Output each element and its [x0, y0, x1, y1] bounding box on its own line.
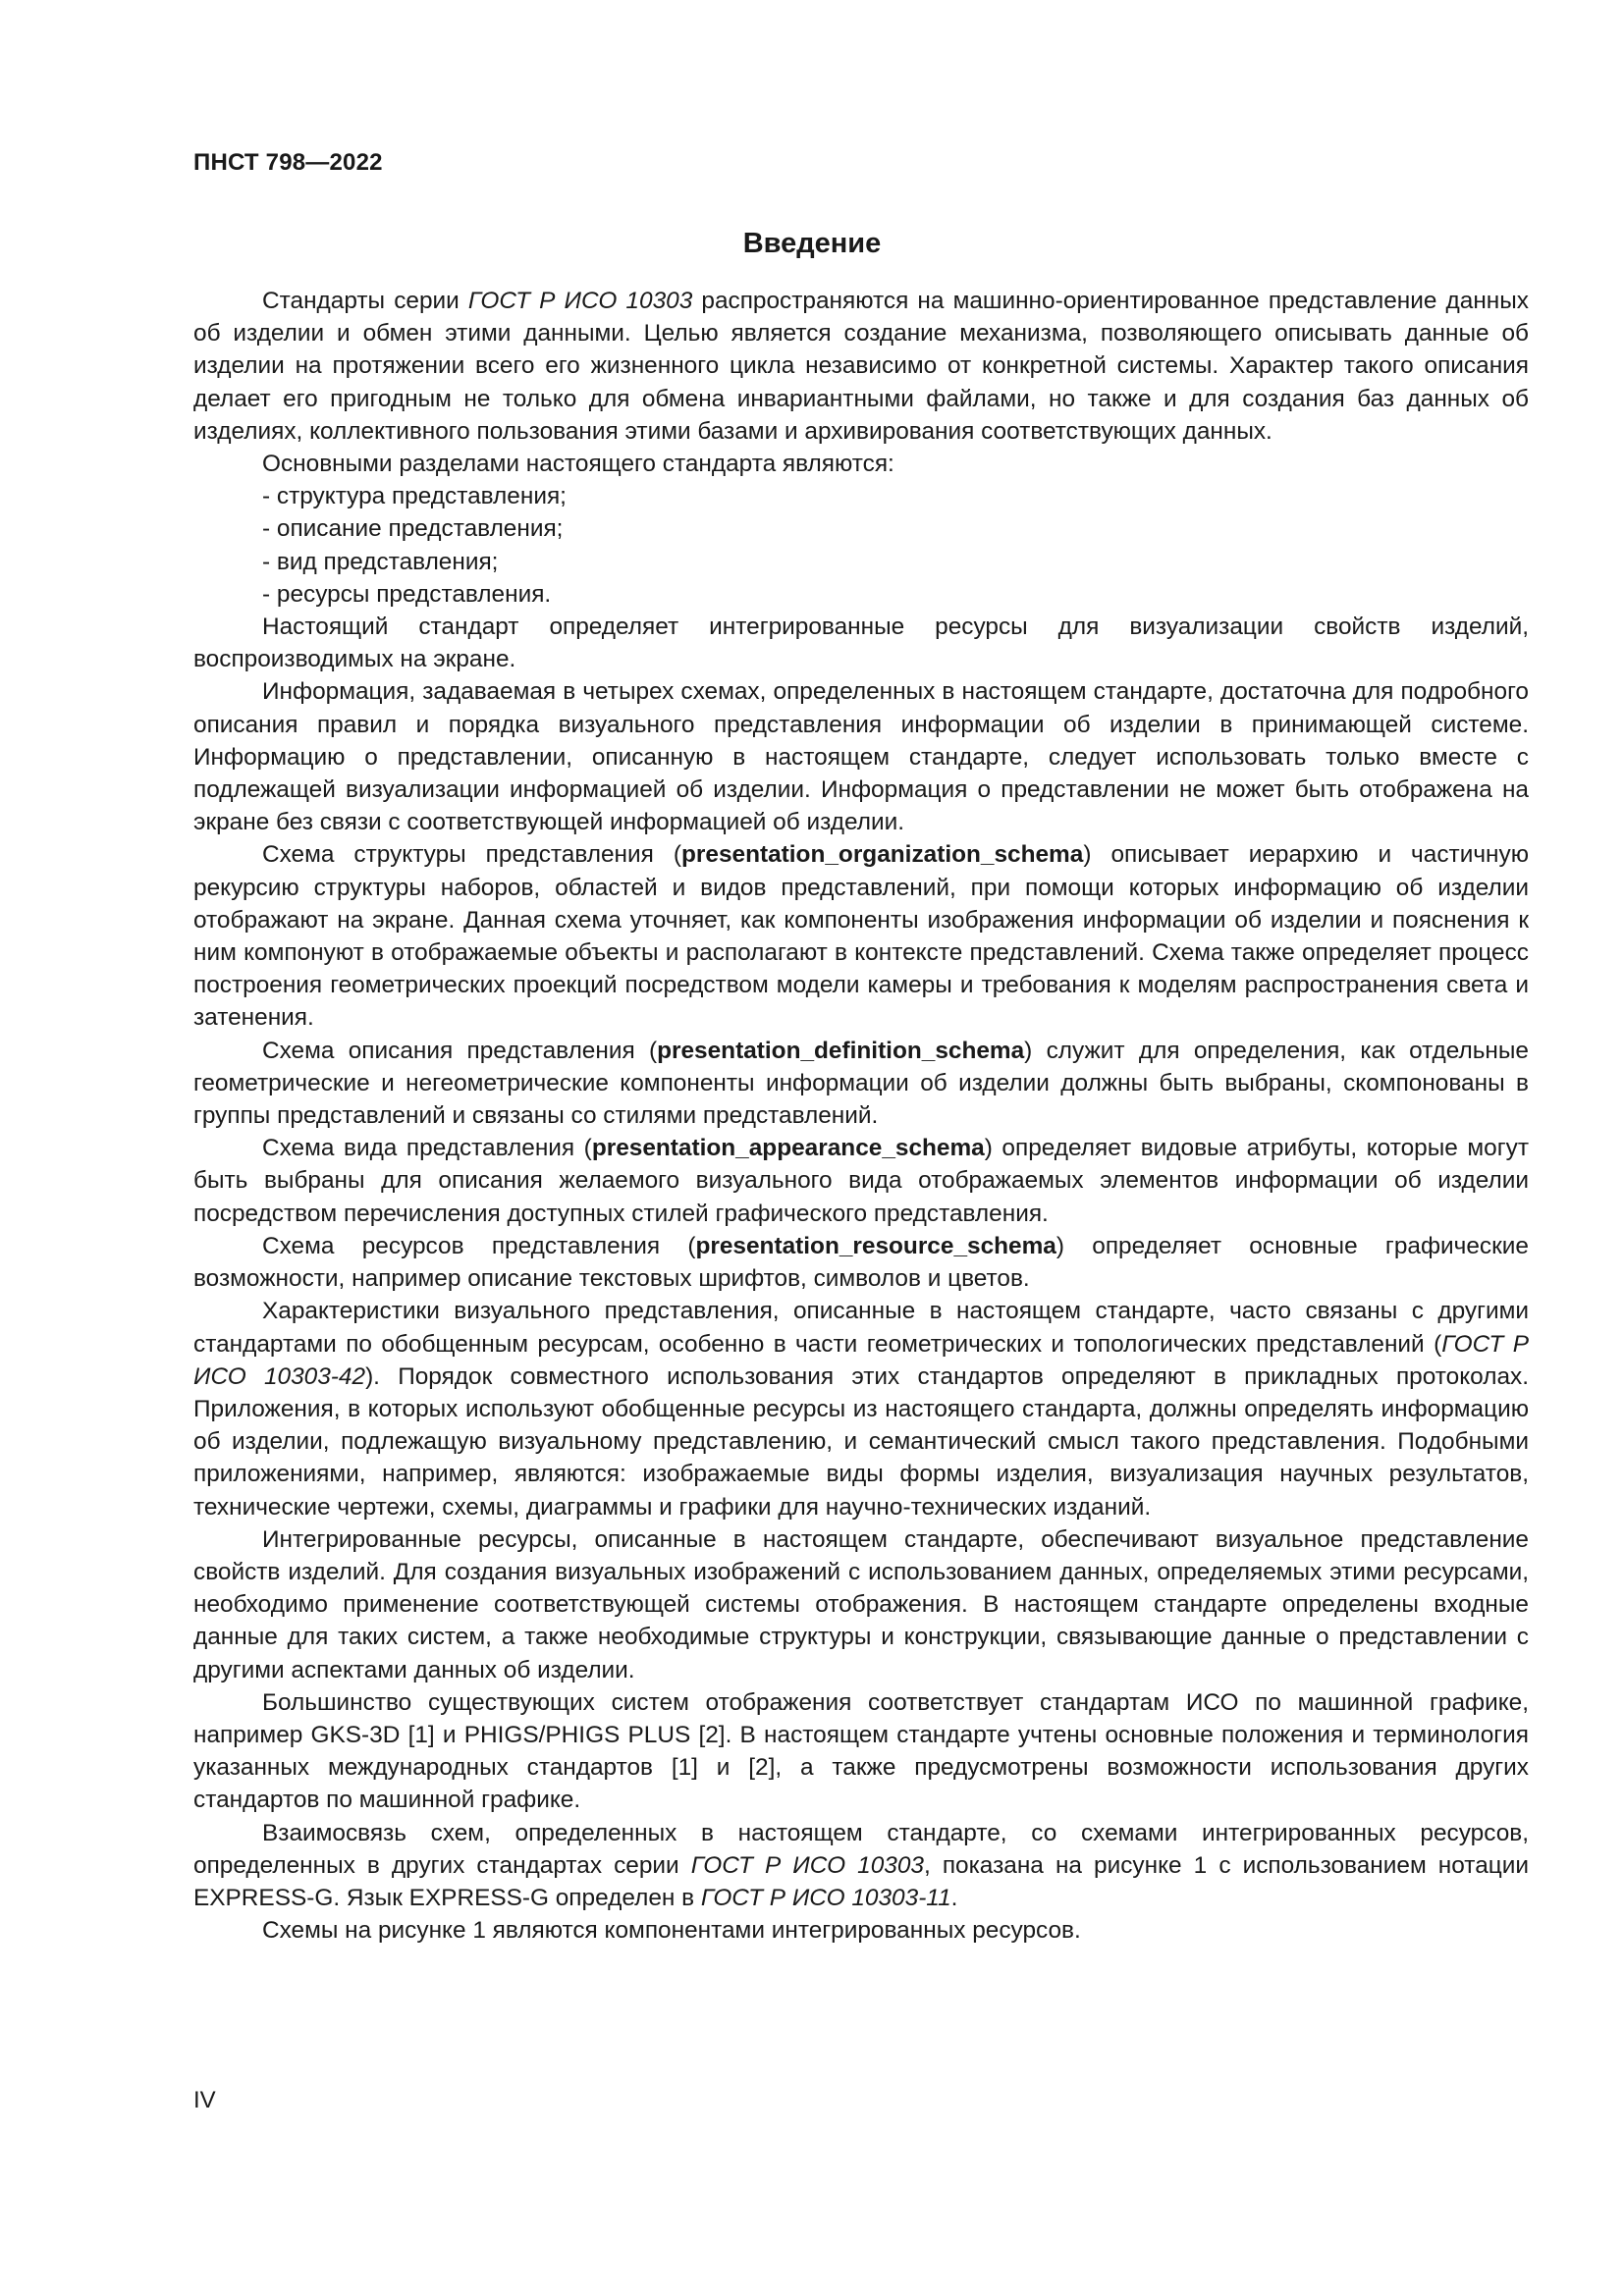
body-paragraph — [193, 285, 1529, 448]
body-paragraph — [193, 578, 1529, 611]
body-paragraph — [193, 1817, 1529, 1915]
text-run: Характеристики визуального представления, описанные в настоящем стандарте, часто связаны с другими стандартами по обобщенным ресурсам, особенно в части геометрических и топологических представлений ( — [193, 1298, 1529, 1358]
text-run: ) служит для определения, как отдельные геометрические и негеометрические компоненты информации об изделии должны быть выбраны, скомпонованы в группы представлений и связаны со стилями представлений. — [193, 1037, 1529, 1130]
document-body — [193, 285, 1529, 1947]
text-run: Схемы на рисунке 1 являются компонентами интегрированных ресурсов. — [262, 1917, 1081, 1945]
body-paragraph — [193, 480, 1529, 512]
body-paragraph — [193, 1686, 1529, 1817]
text-run: Настоящий стандарт определяет интегрированные ресурсы для визуализации свойств изделий, воспроизводимых на экране. — [193, 614, 1529, 673]
text-run: - структура представления; — [262, 483, 567, 510]
standard-reference: ГОСТ Р ИСО 10303 — [690, 1851, 924, 1879]
body-paragraph — [193, 1035, 1529, 1133]
text-run: - вид представления; — [262, 548, 499, 575]
text-run: Основными разделами настоящего стандарта являются: — [262, 451, 894, 478]
text-run: Информация, задаваемая в четырех схемах, определенных в настоящем стандарте, достаточна для подробного описания правил и порядка визуального представления информации об изделии в принимающей системе. Информацию о представлении, описанную в настоящем стандарте, следует использовать только вместе с подлежащей визуализации информацией об изделии. Информация о представлении не может быть отображена на экране без связи с соответствующей информацией об изделии. — [193, 678, 1529, 836]
text-run: Взаимосвязь схем, определенных в настоящем стандарте, со схемами интегрированных ресурсов, определенных в других стандартах серии — [193, 1819, 1529, 1879]
text-run: ). Порядок совместного использования этих стандартов определяют в прикладных протоколах. Приложения, в которых используют обобщенные ресурсы из настоящего стандарта, должны определять информацию об изделии, подлежащую визуальному представлению, и семантический смысл такого представления. Подобными приложениями, например, являются: изображаемые виды формы изделия, визуализация научных результатов, технические чертежи, схемы, диаграммы и графики для научно-технических изданий. — [193, 1362, 1529, 1521]
text-run: ) определяет основные графические возможности, например описание текстовых шрифтов, символов и цветов. — [193, 1232, 1529, 1293]
text-run: Схема структуры представления ( — [262, 841, 681, 869]
standard-reference: ГОСТ Р ИСО 10303 — [467, 288, 693, 314]
text-run: Интегрированные ресурсы, описанные в настоящем стандарте, обеспечивают визуальное представление свойств изделий. Для создания визуальных изображений с использованием данных, определяемых этими ресурсами, необходимо применение соответствующей системы отображения. В настоящем стандарте определены входные данные для таких систем, а также необходимые структуры и конструкции, связывающие данные о представлении с другими аспектами данных об изделии. — [193, 1525, 1529, 1683]
body-paragraph — [193, 675, 1529, 838]
page-title: Введение — [742, 228, 882, 259]
text-run: . — [950, 1884, 958, 1911]
body-paragraph — [193, 838, 1529, 1034]
page-number: IV — [193, 2087, 216, 2113]
body-paragraph — [193, 512, 1529, 545]
text-run: распространяются на машинно-ориентированное представление данных об изделии и обмен этими данными. Целью является создание механизма, позволяющего описывать данные об изделии на протяжении всего его жизненного цикла независимо от конкретной системы. Характер такого описания делает его пригодным не только для обмена инвариантными файлами, но также и для создания баз данных об изделиях, коллективного пользования этими базами и архивирования соответствующих данных. — [193, 288, 1529, 445]
text-run: , показана на рисунке 1 с использованием нотации EXPRESS-G. Язык EXPRESS-G определен в — [193, 1851, 1529, 1911]
schema-name: presentation_organization_schema — [680, 841, 1084, 869]
standard-reference: ГОСТ Р ИСО 10303-11 — [700, 1884, 951, 1911]
body-paragraph — [193, 1230, 1529, 1295]
schema-name: presentation_definition_schema — [657, 1037, 1025, 1064]
body-paragraph — [193, 1523, 1529, 1686]
body-paragraph — [193, 546, 1529, 578]
text-run: - описание представления; — [262, 515, 564, 543]
document-code: ПНСТ 798—2022 — [193, 149, 383, 176]
text-run: ) описывает иерархию и частичную рекурсию структуры наборов, областей и видов представлений, при помощи которых информацию об изделии отображают на экране. Данная схема уточняет, как компоненты изображения информации об изделии и пояснения к ним компонуют в отображаемые объекты и располагают в контексте представлений. Схема также определяет процесс построения геометрических проекций посредством модели камеры и требования к моделям распространения света и затенения. — [193, 841, 1529, 1032]
text-run: Большинство существующих систем отображения соответствует стандартам ИСО по машинной графике, например GKS-3D [1] и PHIGS/PHIGS PLUS [2]. В настоящем стандарте учтены основные положения и терминология указанных международных стандартов [1] и [2], а также предусмотрены возможности использования других стандартов по машинной графике. — [193, 1688, 1529, 1814]
schema-name: presentation_appearance_schema — [591, 1135, 985, 1162]
text-run: Схема описания представления ( — [262, 1037, 658, 1064]
body-paragraph — [193, 1132, 1529, 1230]
text-run: - ресурсы представления. — [262, 580, 552, 608]
text-run: Схема вида представления ( — [262, 1135, 592, 1162]
body-paragraph — [193, 611, 1529, 675]
body-paragraph — [193, 1914, 1529, 1947]
body-paragraph — [193, 1295, 1529, 1522]
text-run: Схема ресурсов представления ( — [262, 1232, 696, 1259]
body-paragraph — [193, 448, 1529, 480]
text-run: ) определяет видовые атрибуты, которые могут быть выбраны для описания желаемого визуального вида отображаемых элементов информации об изделии посредством перечисления доступных стилей графического представления. — [193, 1135, 1529, 1227]
schema-name: presentation_resource_schema — [695, 1232, 1056, 1259]
standard-reference: ГОСТ Р ИСО 10303-42 — [193, 1330, 1529, 1390]
text-run: Стандарты серии — [262, 288, 468, 314]
